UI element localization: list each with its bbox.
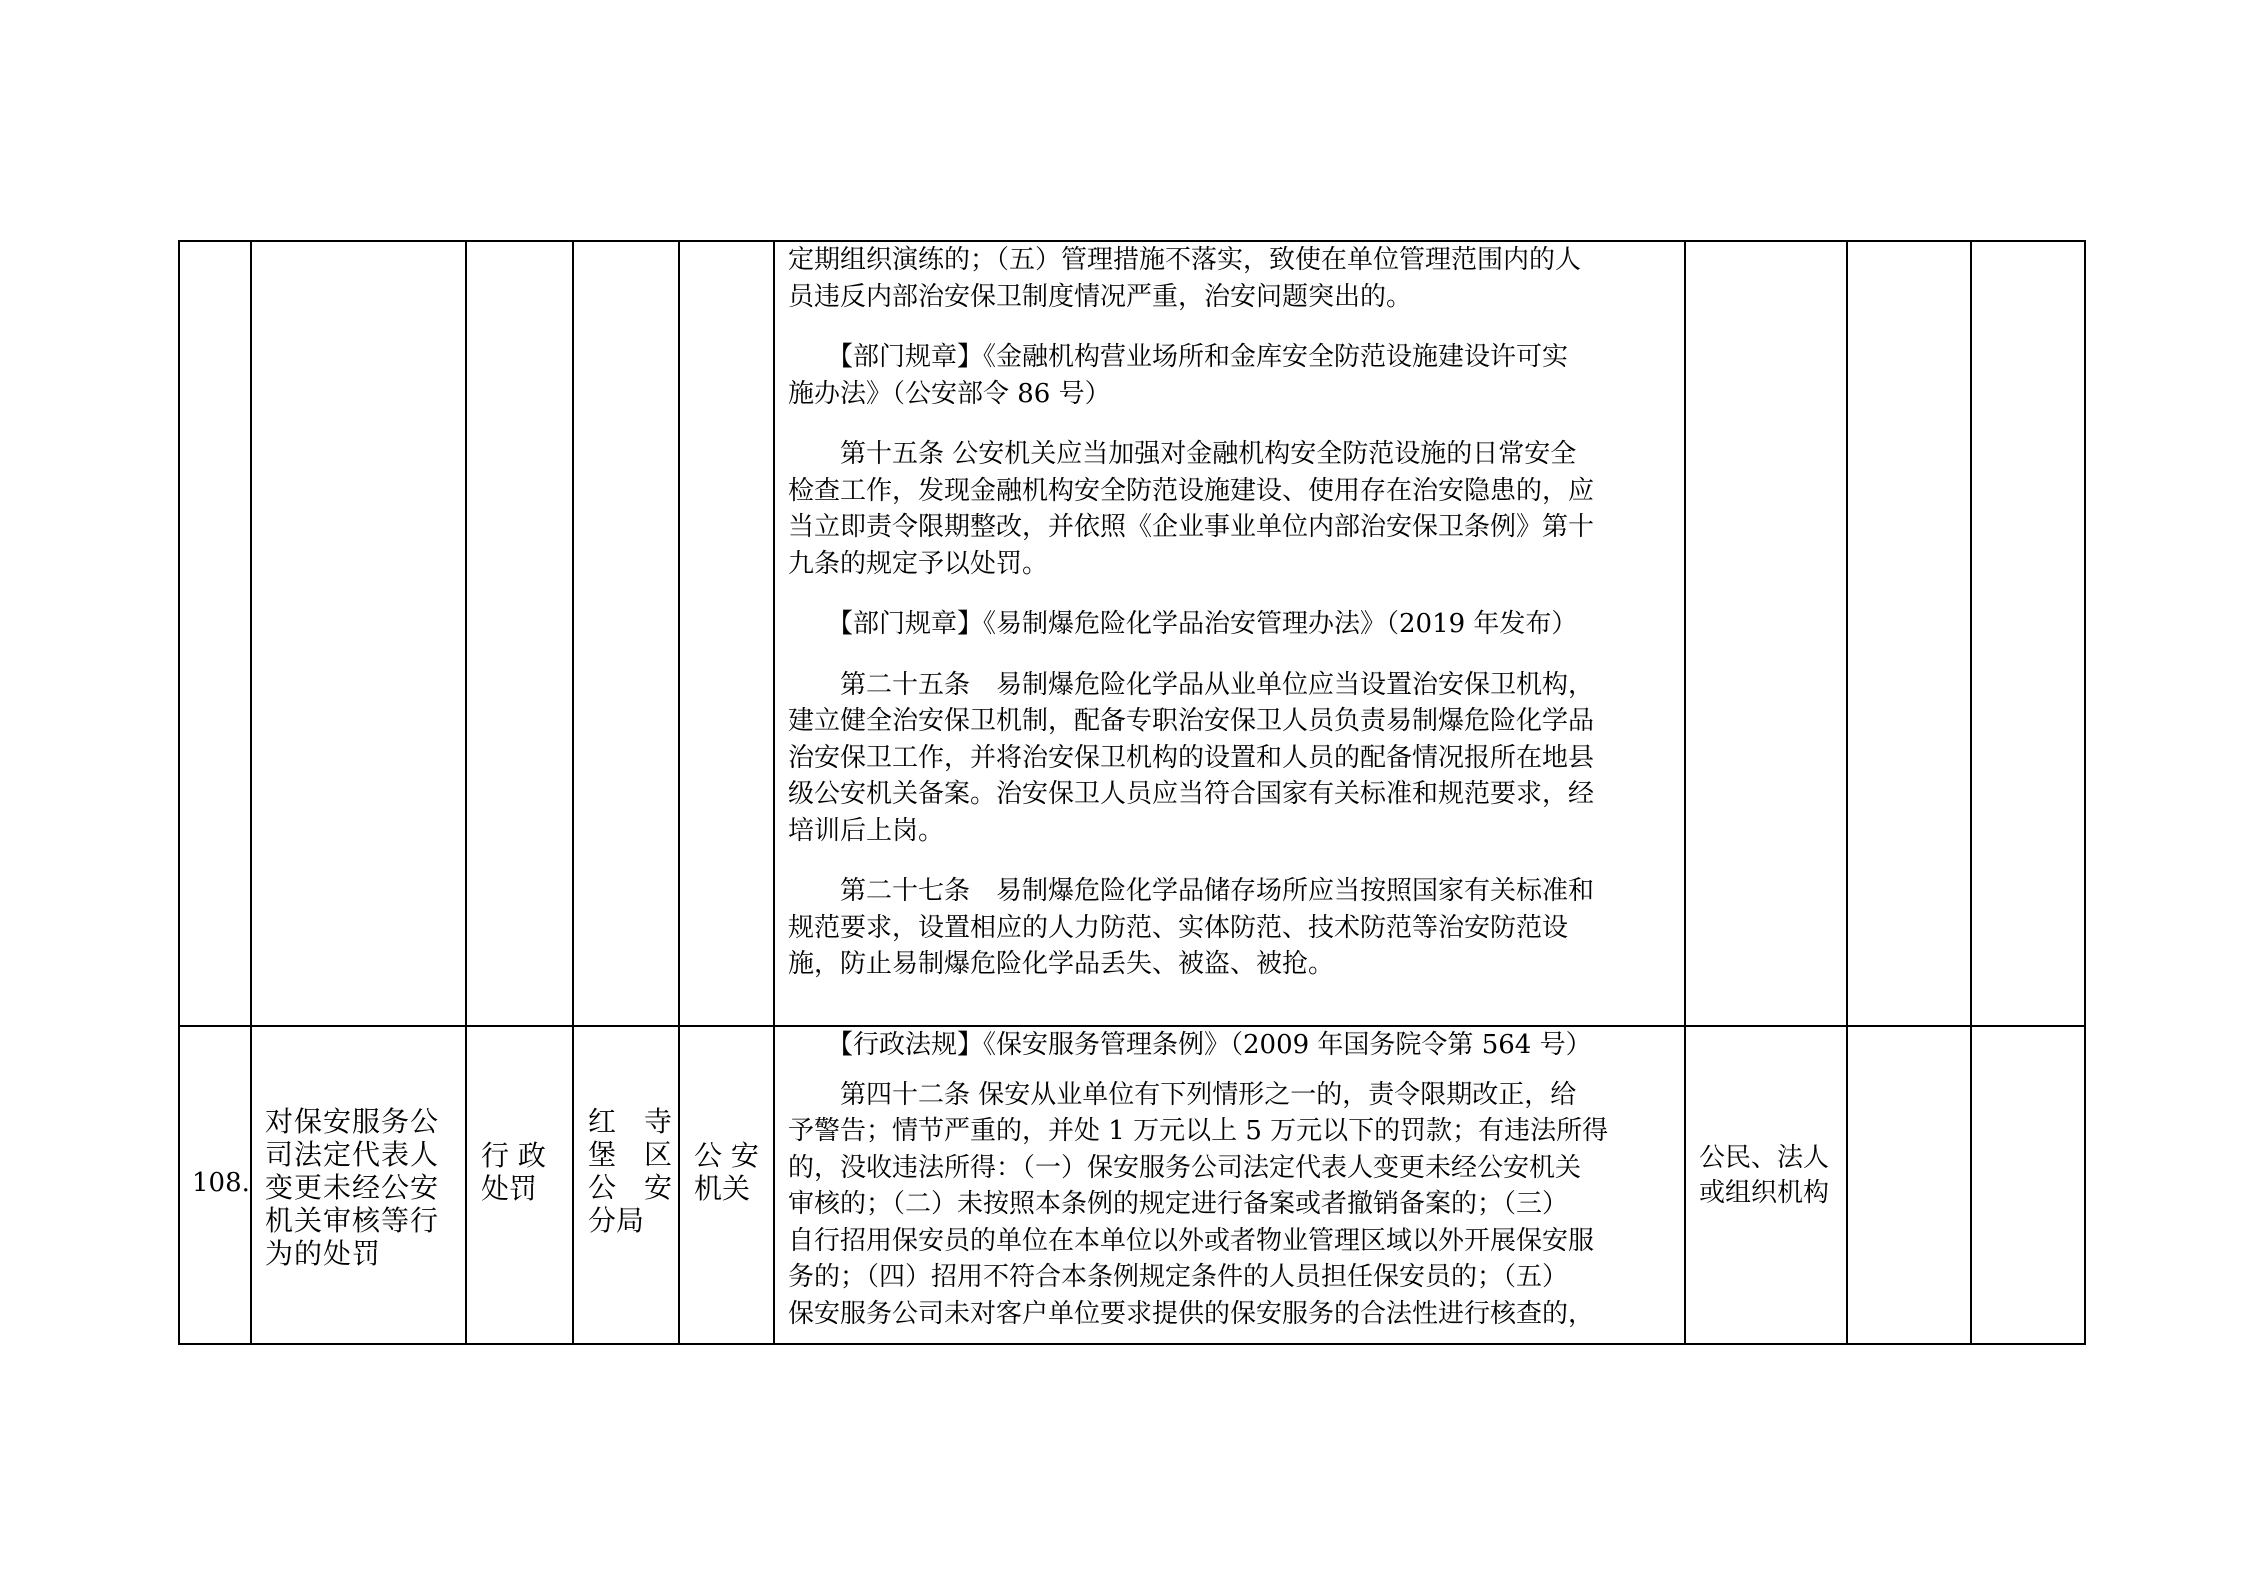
implementing-unit: 红 寺 堡 区 公 安 分局 bbox=[588, 1105, 673, 1237]
target-cell bbox=[1685, 1026, 1847, 1344]
empty-cell bbox=[1971, 1026, 2085, 1344]
item-cell bbox=[251, 241, 466, 1026]
empty-cell bbox=[1971, 241, 2085, 1026]
unit-cell bbox=[573, 241, 679, 1026]
item-cell bbox=[251, 1026, 466, 1344]
basis-paragraph: 定期组织演练的；（五）管理措施不落实，致使在单位管理范围内的人 员违反内部治安保卫制度情况严重，治安问题突出的。 bbox=[788, 245, 1582, 312]
basis-paragraph: 第二十五条 易制爆危险化学品从业单位应当设置治安保卫机构， 建立健全治安保卫机制，配备专职治安保卫人员负责易制爆危险化学品 治安保卫工作，并将治安保卫机构的设置和人员的配备情况报所在地县 级公安机关备案。治安保卫人员应当符合国家有关标准和规范要求，经 培训后上岗。 bbox=[788, 669, 1595, 846]
basis-cell bbox=[774, 1026, 1685, 1344]
target-cell bbox=[1685, 241, 1847, 1026]
unit-cell bbox=[573, 1026, 679, 1344]
basis-paragraph: 第十五条 公安机关应当加强对金融机构安全防范设施的日常安全 检查工作，发现金融机构安全防范设施建设、使用存在治安隐患的，应 当立即责令限期整改，并依照《企业事业单位内部治安保卫条例》第十 九条的规定予以处罚。 bbox=[788, 439, 1595, 579]
basis-cell bbox=[774, 241, 1685, 1026]
regulation-heading: 【行政法规】《保安服务管理条例》（2009 年国务院令第 564 号） bbox=[788, 1030, 1592, 1060]
authority-cell bbox=[679, 1026, 774, 1344]
table-row bbox=[179, 241, 2085, 1026]
authority: 公 安 机关 bbox=[694, 1139, 759, 1205]
table-row bbox=[179, 1026, 2085, 1344]
document-table bbox=[178, 240, 2086, 1345]
target-object: 公民、法人 或组织机构 bbox=[1699, 1143, 1830, 1208]
penalty-type: 行 政 处罚 bbox=[481, 1139, 546, 1205]
empty-cell bbox=[1847, 1026, 1971, 1344]
basis-paragraph: 第二十七条 易制爆危险化学品储存场所应当按照国家有关标准和 规范要求，设置相应的人力防范、实体防范、技术防范等治安防范设 施，防止易制爆危险化学品丢失、被盗、被抢。 bbox=[788, 876, 1595, 979]
number-cell bbox=[179, 1026, 251, 1344]
row-number: 108. bbox=[192, 1168, 250, 1198]
type-cell bbox=[466, 241, 573, 1026]
number-cell bbox=[179, 241, 251, 1026]
basis-paragraph: 第四十二条 保安从业单位有下列情形之一的，责令限期改正，给 予警告；情节严重的，并处 1 万元以上 5 万元以下的罚款；有违法所得 的，没收违法所得：（一）保安服务公司法定代表人变更未经公安机关 审核的；（二）未按照本条例的规定进行备案或者撤销备案的；（三） 自行招用保安员的单位在本单位以外或者物业管理区域以外开展保安服 务的；（四）招用不符合本条例规定条件的人员担任保安员的；（五） 保安服务公司未对客户单位要求提供的保安服务的合法性进行核查的， bbox=[788, 1079, 1609, 1329]
item-name: 对保安服务公 司法定代表人 变更未经公安 机关审核等行 为的处罚 bbox=[265, 1105, 440, 1270]
regulation-heading: 【部门规章】《易制爆危险化学品治安管理办法》（2019 年发布） bbox=[788, 609, 1578, 639]
empty-cell bbox=[1847, 241, 1971, 1026]
type-cell bbox=[466, 1026, 573, 1344]
authority-cell bbox=[679, 241, 774, 1026]
regulation-heading: 【部门规章】《金融机构营业场所和金库安全防范设施建设许可实 施办法》（公安部令 86 号） bbox=[788, 342, 1569, 409]
